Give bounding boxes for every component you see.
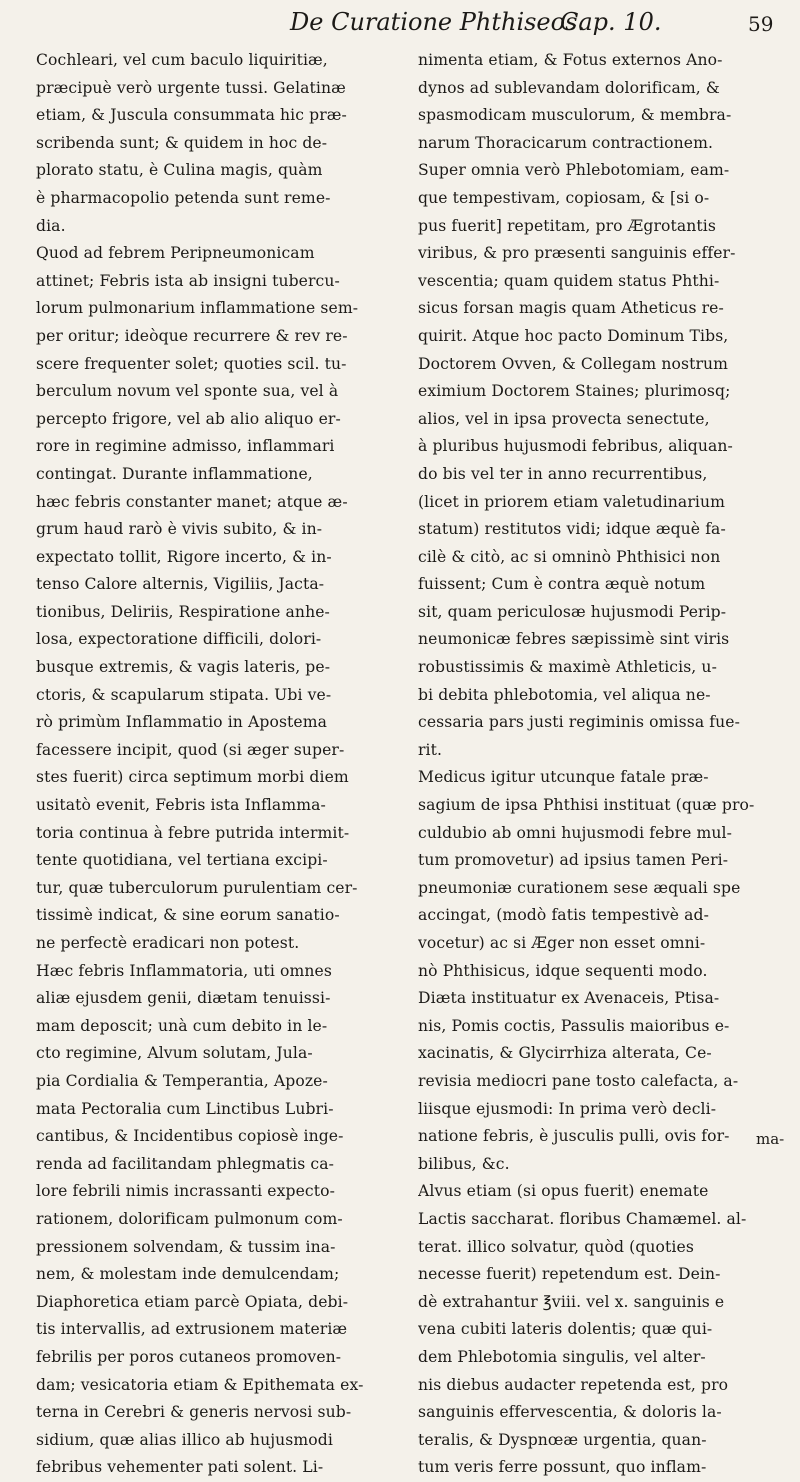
text-line: busque extremis, & vagis lateris, pe- [36,658,331,677]
text-line: plorato statu, è Culina magis, quàm [36,161,323,180]
text-line: sanguinis effervescentia, & doloris la- [418,1403,722,1422]
running-header [0,0,800,44]
text-line: bilibus, &c. [418,1154,510,1173]
text-line: xacinatis, & Glycirrhiza alterata, Ce- [418,1044,712,1063]
text-line: vescentia; quam quidem status Phthi- [418,271,720,290]
text-line: terat. illico solvatur, quòd (quoties [418,1237,694,1256]
text-line: rit. [418,740,443,759]
text-line: sit, quam periculosæ hujusmodi Perip- [418,602,727,621]
text-line: renda ad facilitandam phlegmatis ca- [36,1154,335,1173]
text-line: præcipuè verò urgente tussi. Gelatinæ [36,78,346,97]
text-line: robustissimis & maximè Athleticis, u- [418,658,717,677]
text-line: mata Pectoralia cum Linctibus Lubri- [36,1099,334,1118]
text-line: rationem, dolorificam pulmonum com- [36,1209,343,1228]
text-line: viribus, & pro præsenti sanguinis effer- [418,244,736,263]
text-line: scribenda sunt; & quidem in hoc de- [36,133,328,152]
text-line: à pluribus hujusmodi febribus, aliquan- [418,437,733,456]
text-line: tente quotidiana, vel tertiana excipi- [36,851,328,870]
text-line: revisia mediocri pane tosto calefacta, a- [418,1071,739,1090]
text-line: hæc febris constanter manet; atque æ- [36,492,348,511]
text-line: cto regimine, Alvum solutam, Jula- [36,1044,313,1063]
text-line: neumonicæ febres sæpissimè sint viris [418,630,730,649]
text-line: etiam, & Juscula consummata hic præ- [36,106,347,125]
text-line: sicus forsan magis quam Atheticus re- [418,299,724,318]
text-line: dam; vesicatoria etiam & Epithemata ex- [36,1375,364,1394]
text-line: contingat. Durante inflammatione, [36,464,313,483]
text-line: lorum pulmonarium inflammatione sem- [36,299,359,318]
text-line: tum veris ferre possunt, quo inflam- [418,1458,707,1477]
text-line: dynos ad sublevandam dolorificam, & [418,78,720,97]
text-line: cilè & citò, ac si omninò Phthisici non [418,547,721,566]
text-line: febrilis per poros cutaneos promoven- [36,1347,342,1366]
text-line: nis, Pomis coctis, Passulis maioribus e- [418,1016,730,1035]
text-line: cantibus, & Incidentibus copiosè inge- [36,1127,344,1146]
text-line: vocetur) ac si Æger non esset omni- [418,934,706,952]
text-line: nimenta etiam, & Fotus externos Ano- [418,51,723,69]
text-line: nis diebus audacter repetenda est, pro [418,1375,729,1394]
text-line: pressionem solvendam, & tussim ina- [36,1237,336,1256]
chapter-label: Cap. 10. [560,8,662,36]
text-line: losa, expectoratione difficili, dolori- [36,630,322,649]
text-line: dè extrahantur ℥viii. vel x. sanguinis e [418,1292,725,1311]
text-line: Quod ad febrem Peripneumonicam [36,244,315,263]
text-line: toria continua à febre putrida intermit- [36,823,350,842]
text-line: mam deposcit; unà cum debito in le- [36,1016,328,1035]
text-line: necesse fuerit) repetendum est. Dein- [418,1265,721,1284]
right-text-column [418,47,780,1482]
text-line: scere frequenter solet; quoties scil. tu- [36,354,347,373]
text-line: sagium de ipsa Phthisi instituat (quæ pro- [418,796,755,815]
text-line: dem Phlebotomia singulis, vel alter- [418,1347,706,1366]
text-line: culdubio ab omni hujusmodi febre mul- [418,823,732,842]
text-line: natione febris, è jusculis pulli, ovis for- [418,1127,730,1146]
text-line: cessaria pars justi regiminis omissa fue- [418,713,740,732]
text-line: attinet; Febris ista ab insigni tubercu- [36,271,340,290]
text-line: berculum novum vel sponte sua, vel à [36,382,339,401]
text-line: pneumoniæ curationem sese æquali spe [418,878,741,897]
text-line: è pharmacopolio petenda sunt reme- [36,188,331,207]
text-line: tissimè indicat, & sine eorum sanatio- [36,906,340,925]
text-line: liisque ejusmodi: In prima verò decli- [418,1099,717,1118]
text-line: dia. [36,216,66,235]
text-line: tenso Calore alternis, Vigiliis, Jacta- [36,575,325,594]
text-line: expectato tollit, Rigore incerto, & in- [36,547,332,566]
text-line: tum promovetur) ad ipsius tamen Peri- [418,851,729,870]
text-line: Diæta instituatur ex Avenaceis, Ptisa- [418,989,720,1008]
text-line: accingat, (modò fatis tempestivè ad- [418,906,710,925]
text-line: stes fuerit) circa septimum morbi diem [36,768,349,787]
page-number: 59 [748,12,774,36]
text-line: tis intervallis, ad extrusionem materiæ [36,1320,348,1339]
text-line: eximium Doctorem Staines; plurimosq; [418,382,731,401]
text-line: spasmodicam musculorum, & membra- [418,106,732,125]
text-line: Cochleari, vel cum baculo liquiritiæ, [36,51,328,69]
text-line: sidium, quæ alias illico ab hujusmodi [36,1430,333,1449]
catchword: ma- [756,1130,785,1148]
text-line: febribus vehementer pati solent. Li- [36,1458,324,1477]
text-line: Doctorem Ovven, & Collegam nostrum [418,354,729,373]
text-line: quirit. Atque hoc pacto Dominum Tibs, [418,326,729,345]
text-line: tionibus, Deliriis, Respiratione anhe- [36,602,330,621]
text-line: aliæ ejusdem genii, diætam tenuissi- [36,989,331,1008]
text-line: Medicus igitur utcunque fatale præ- [418,768,709,787]
text-line: lore febrili nimis incrassanti expecto- [36,1182,335,1201]
text-line: percepto frigore, vel ab alio aliquo er- [36,409,341,428]
running-title: De Curatione Phthiseos. [290,8,586,36]
text-line: terna in Cerebri & generis nervosi sub- [36,1403,352,1422]
left-text-column [36,47,394,1482]
text-line: rore in regimine admisso, inflammari [36,437,335,456]
text-line: alios, vel in ipsa provecta senectute, [418,409,710,428]
text-line: rò primùm Inflammatio in Apostema [36,713,328,732]
text-line: vena cubiti lateris dolentis; quæ qui- [418,1320,713,1339]
text-line: nò Phthisicus, idque sequenti modo. [418,961,708,980]
text-line: que tempestivam, copiosam, & [si o- [418,188,710,207]
text-line: nem, & molestam inde demulcendam; [36,1265,340,1284]
text-line: do bis vel ter in anno recurrentibus, [418,464,708,483]
text-line: per oritur; ideòque recurrere & rev re- [36,326,348,345]
text-line: Diaphoretica etiam parcè Opiata, debi- [36,1292,349,1311]
text-line: statum) restitutos vidi; idque æquè fa- [418,520,726,539]
text-line: Lactis saccharat. floribus Chamæmel. al- [418,1209,747,1228]
text-line: narum Thoracicarum contractionem. [418,133,714,152]
text-line: grum haud rarò è vivis subito, & in- [36,520,323,539]
text-line: usitatò evenit, Febris ista Inflamma- [36,796,326,815]
text-line: Super omnia verò Phlebotomiam, eam- [418,161,730,180]
text-line: ctoris, & scapularum stipata. Ubi ve- [36,685,332,704]
text-line: bi debita phlebotomia, vel aliqua ne- [418,685,711,704]
text-line: Alvus etiam (si opus fuerit) enemate [418,1182,709,1201]
text-line: ne perfectè eradicari non potest. [36,934,300,952]
text-line: pia Cordialia & Temperantia, Apoze- [36,1071,328,1090]
text-line: tur, quæ tuberculorum purulentiam cer- [36,878,358,897]
text-line: fuissent; Cum è contra æquè notum [418,575,706,594]
text-line: Hæc febris Inflammatoria, uti omnes [36,961,332,980]
text-line: pus fuerit] repetitam, pro Ægrotantis [418,216,716,235]
text-line: facessere incipit, quod (si æger super- [36,740,345,759]
text-line: teralis, & Dyspnœæ urgentia, quan- [418,1430,707,1449]
text-line: (licet in priorem etiam valetudinarium [418,492,726,511]
